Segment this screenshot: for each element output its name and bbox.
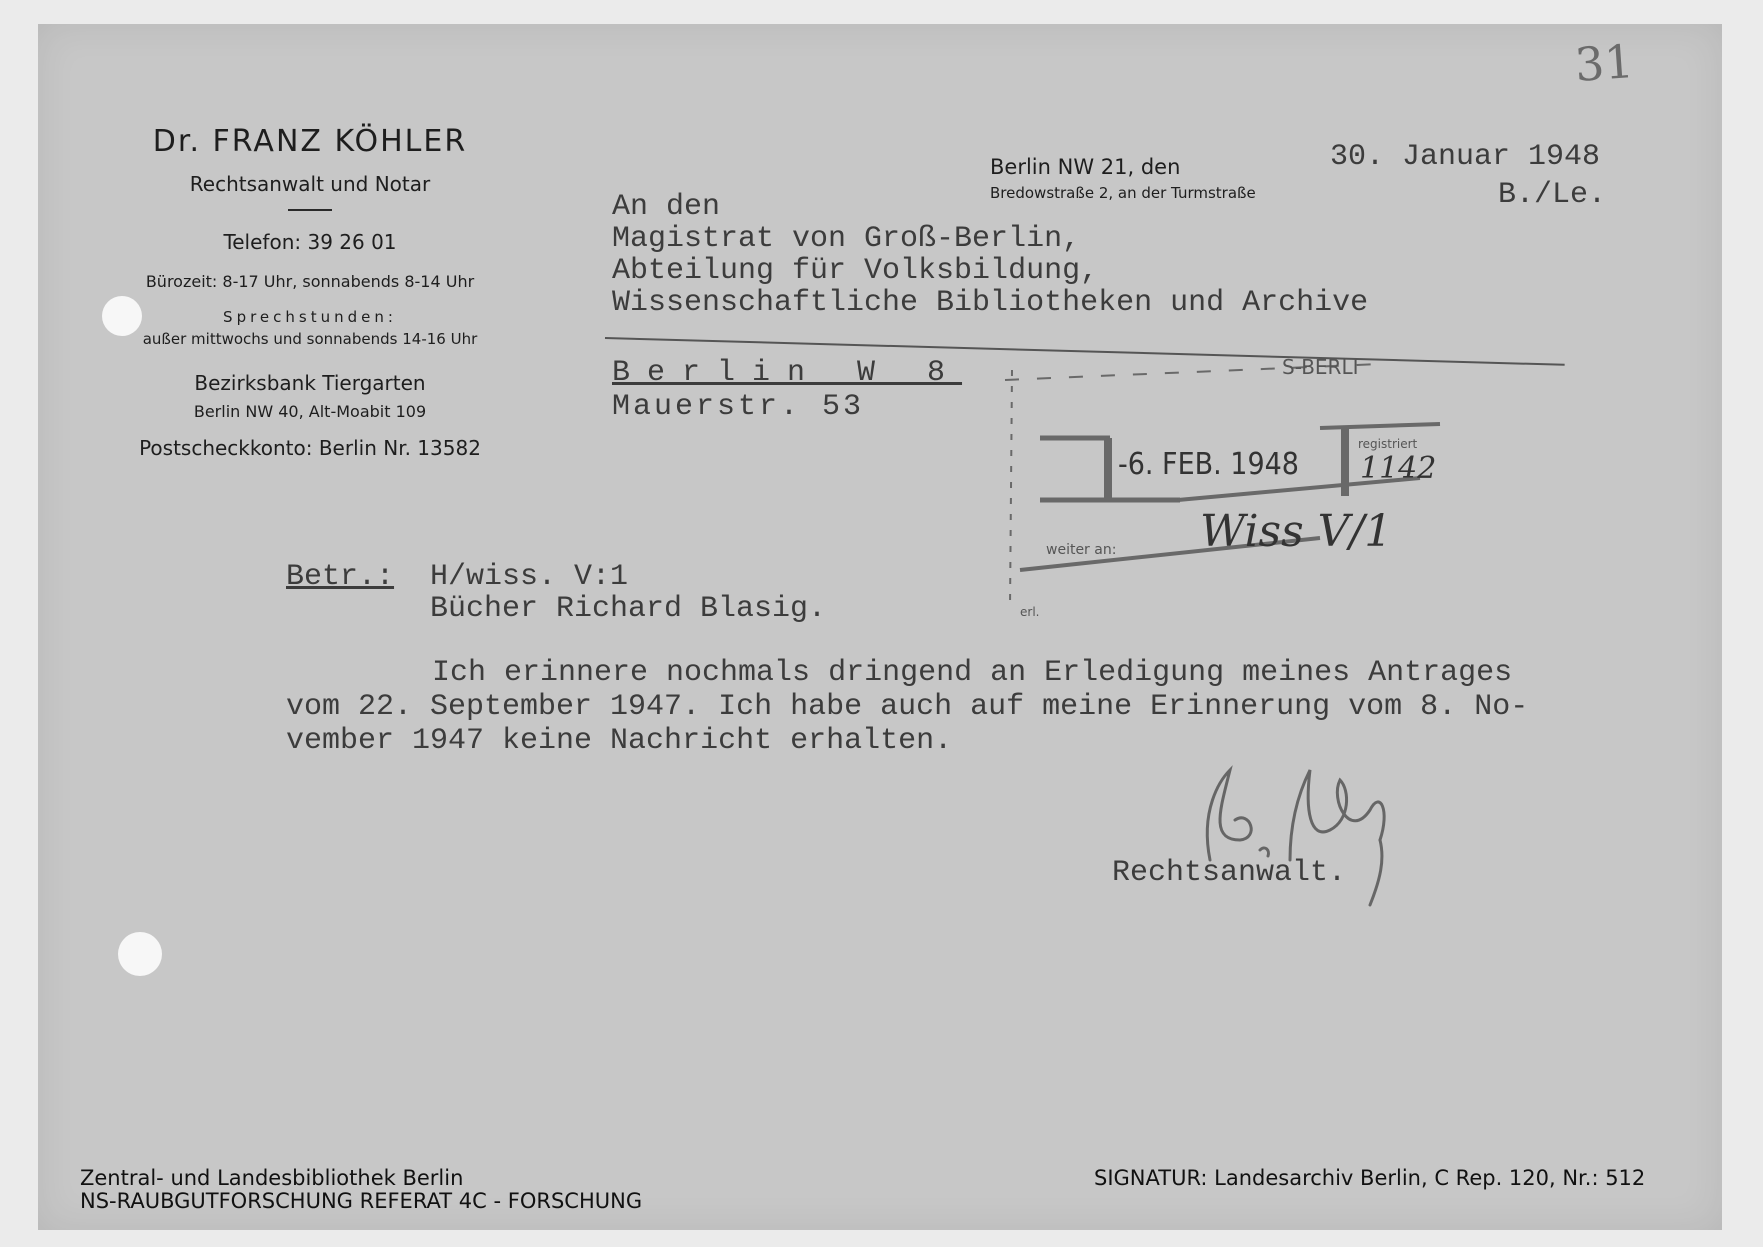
recipient-line: An den — [612, 190, 721, 224]
stamp-registered-label: registriert — [1358, 437, 1418, 451]
letterhead-office-hours: Bürozeit: 8-17 Uhr, sonnabends 8-14 Uhr — [145, 272, 475, 291]
stamp-forward-label: weiter an: — [1046, 542, 1117, 558]
stamp-header: S-BERLI — [1282, 358, 1359, 379]
stamp-forward-to: Wiss V/1 — [1200, 506, 1393, 557]
footer-library: Zentral- und Landesbibliothek Berlin — [80, 1166, 464, 1190]
recipient-city: Berlin W 8 — [612, 356, 963, 390]
receipt-stamp — [1000, 358, 1480, 628]
letterhead-divider — [288, 209, 332, 211]
letterhead-title: Rechtsanwalt und Notar — [189, 172, 431, 196]
footer-department: NS-RAUBGUTFORSCHUNG REFERAT 4C - FORSCHUNG — [80, 1189, 643, 1213]
letter-date: 30. Januar 1948 — [1330, 140, 1601, 174]
letterhead-bank: Bezirksbank Tiergarten — [194, 371, 426, 395]
letterhead-consultation-times: außer mittwochs und sonnabends 14-16 Uhr — [142, 330, 478, 348]
body-line: vember 1947 keine Nachricht erhalten. — [286, 724, 953, 758]
page-number: 31 — [1573, 34, 1636, 92]
letter-reference: B./Le. — [1498, 178, 1607, 212]
recipient-line: Abteilung für Volksbildung, — [612, 254, 1099, 288]
letterhead-phone: Telefon: 39 26 01 — [223, 230, 397, 254]
letter-street: Bredowstraße 2, an der Turmstraße — [990, 184, 1256, 202]
punch-hole-bottom — [118, 932, 162, 976]
letterhead-postal-account: Postscheckkonto: Berlin Nr. 13582 — [139, 436, 481, 460]
subject-line: H/wiss. V:1 — [430, 560, 629, 594]
letterhead-consultation-heading: Sprechstunden: — [223, 308, 397, 326]
body-line: Ich erinnere nochmals dringend an Erledigung meines Antrages — [432, 656, 1513, 690]
letter-place: Berlin NW 21, den — [990, 155, 1181, 179]
stamp-extra-label: erl. — [1020, 605, 1040, 619]
letterhead-name: Dr. FRANZ KÖHLER — [152, 124, 468, 159]
recipient-line: Wissenschaftliche Bibliotheken und Archive — [612, 286, 1369, 320]
subject-line: Bücher Richard Blasig. — [430, 592, 827, 626]
recipient-street: Mauerstr. 53 — [612, 390, 865, 424]
closing-title: Rechtsanwalt. — [1112, 856, 1347, 890]
body-line: vom 22. September 1947. Ich habe auch auf meine Erinnerung vom 8. No- — [286, 690, 1529, 724]
recipient-line: Magistrat von Groß-Berlin, — [612, 222, 1081, 256]
footer-signature: SIGNATUR: Landesarchiv Berlin, C Rep. 120, Nr.: 512 — [1094, 1166, 1646, 1190]
letterhead-bank-address: Berlin NW 40, Alt-Moabit 109 — [193, 402, 427, 421]
stamp-received-date: -6. FEB. 1948 — [1118, 447, 1299, 482]
subject-label: Betr.: — [286, 560, 395, 594]
stamp-registration-number: 1142 — [1360, 451, 1437, 486]
